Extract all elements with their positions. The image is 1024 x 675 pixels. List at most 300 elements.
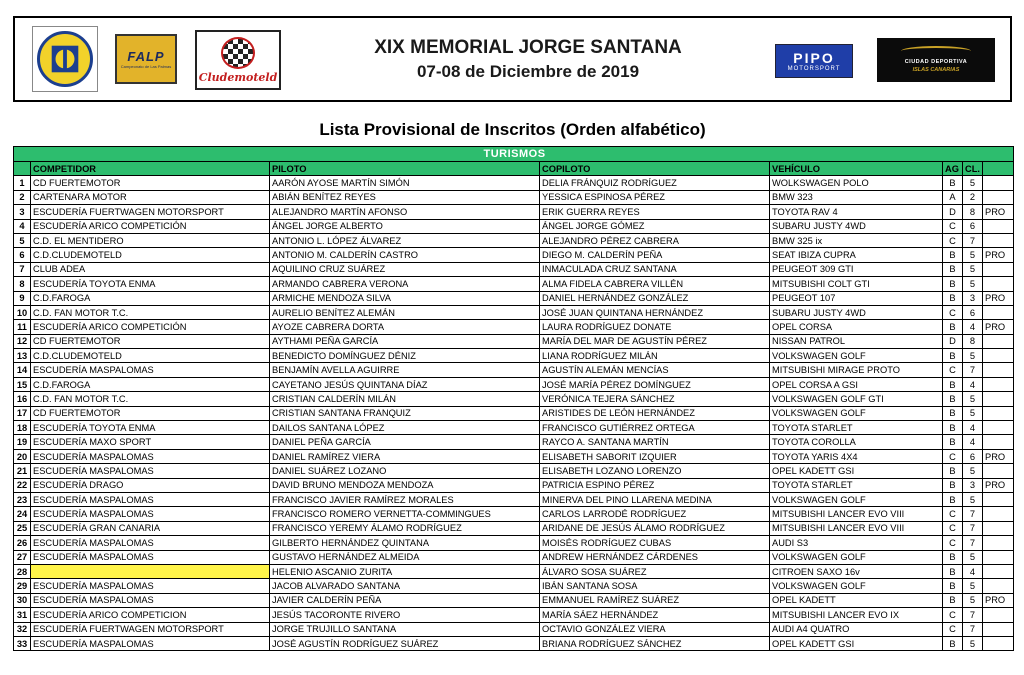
checkered-flag-icon bbox=[221, 37, 255, 69]
piloto-cell: DANIEL SUÁREZ LOZANO bbox=[270, 464, 540, 478]
copiloto-cell: ANDREW HERNÁNDEZ CÁRDENES bbox=[540, 550, 770, 564]
entry-number: 27 bbox=[14, 550, 31, 564]
cl-cell: 3 bbox=[963, 291, 983, 305]
vehiculo-cell: SEAT IBIZA CUPRA bbox=[770, 248, 943, 262]
pro-cell: PRO bbox=[983, 449, 1014, 463]
vehiculo-cell: PEUGEOT 309 GTI bbox=[770, 262, 943, 276]
cl-cell: 5 bbox=[963, 406, 983, 420]
copiloto-cell: LIANA RODRÍGUEZ MILÁN bbox=[540, 349, 770, 363]
vehiculo-cell: MITSUBISHI LANCER EVO IX bbox=[770, 608, 943, 622]
vehiculo-cell: PEUGEOT 107 bbox=[770, 291, 943, 305]
federation-crest-logo bbox=[32, 26, 98, 92]
entry-number: 30 bbox=[14, 593, 31, 607]
competidor-cell: C.D. FAN MOTOR T.C. bbox=[31, 305, 270, 319]
vehiculo-cell: VOLKSWAGEN GOLF bbox=[770, 492, 943, 506]
entry-number: 29 bbox=[14, 579, 31, 593]
pro-cell bbox=[983, 421, 1014, 435]
competidor-cell: ESCUDERÍA ARICO COMPETICIÓN bbox=[31, 219, 270, 233]
ag-cell: B bbox=[943, 392, 963, 406]
pro-cell bbox=[983, 406, 1014, 420]
competidor-cell: CD FUERTEMOTOR bbox=[31, 406, 270, 420]
falp-logo-text: FALP bbox=[127, 49, 165, 64]
table-row bbox=[14, 176, 1014, 190]
table-row bbox=[14, 291, 1014, 305]
table-row bbox=[14, 564, 1014, 578]
copiloto-cell: EMMANUEL RAMÍREZ SUÁREZ bbox=[540, 593, 770, 607]
copiloto-cell: MARÍA SÁEZ HERNÁNDEZ bbox=[540, 608, 770, 622]
table-row bbox=[14, 608, 1014, 622]
table-row bbox=[14, 406, 1014, 420]
cl-cell: 4 bbox=[963, 435, 983, 449]
pro-cell: PRO bbox=[983, 205, 1014, 219]
copiloto-cell: RAYCO A. SANTANA MARTÍN bbox=[540, 435, 770, 449]
table-row bbox=[14, 334, 1014, 348]
pro-cell: PRO bbox=[983, 478, 1014, 492]
table-row bbox=[14, 536, 1014, 550]
table-row bbox=[14, 349, 1014, 363]
piloto-cell: ABIÁN BENÍTEZ REYES bbox=[270, 190, 540, 204]
vehiculo-cell: TOYOTA STARLET bbox=[770, 478, 943, 492]
cl-cell: 5 bbox=[963, 262, 983, 276]
entry-number: 32 bbox=[14, 622, 31, 636]
entry-number: 4 bbox=[14, 219, 31, 233]
table-row bbox=[14, 579, 1014, 593]
col-header-competidor: COMPETIDOR bbox=[31, 162, 270, 176]
table-row bbox=[14, 593, 1014, 607]
copiloto-cell: ÁNGEL JORGE GÓMEZ bbox=[540, 219, 770, 233]
piloto-cell: JESÚS TACORONTE RIVERO bbox=[270, 608, 540, 622]
ag-cell: C bbox=[943, 507, 963, 521]
competidor-cell: ESCUDERÍA GRAN CANARIA bbox=[31, 521, 270, 535]
category-row bbox=[14, 147, 1014, 162]
copiloto-cell: JOSÉ JUAN QUINTANA HERNÁNDEZ bbox=[540, 305, 770, 319]
entry-number: 2 bbox=[14, 190, 31, 204]
crest-badge-icon bbox=[37, 31, 93, 87]
ag-cell: A bbox=[943, 190, 963, 204]
entry-number: 28 bbox=[14, 564, 31, 578]
competidor-cell: ESCUDERÍA MASPALOMAS bbox=[31, 593, 270, 607]
pro-cell bbox=[983, 464, 1014, 478]
copiloto-cell: DIEGO M. CALDERÍN PEÑA bbox=[540, 248, 770, 262]
vehiculo-cell: TOYOTA YARIS 4X4 bbox=[770, 449, 943, 463]
competidor-cell: CLUB ADEA bbox=[31, 262, 270, 276]
pro-cell bbox=[983, 363, 1014, 377]
vehiculo-cell: MITSUBISHI MIRAGE PROTO bbox=[770, 363, 943, 377]
competidor-cell: ESCUDERÍA MASPALOMAS bbox=[31, 464, 270, 478]
copiloto-cell: BRIANA RODRÍGUEZ SÁNCHEZ bbox=[540, 636, 770, 650]
pro-cell bbox=[983, 219, 1014, 233]
pro-cell bbox=[983, 176, 1014, 190]
copiloto-cell: MINERVA DEL PINO LLARENA MEDINA bbox=[540, 492, 770, 506]
copiloto-cell: ARIDANE DE JESÚS ÁLAMO RODRÍGUEZ bbox=[540, 521, 770, 535]
column-header-row bbox=[14, 162, 1014, 176]
piloto-cell: JAVIER CALDERÍN PEÑA bbox=[270, 593, 540, 607]
copiloto-cell: IBÁN SANTANA SOSA bbox=[540, 579, 770, 593]
ag-cell: B bbox=[943, 492, 963, 506]
ag-cell: B bbox=[943, 435, 963, 449]
piloto-cell: ÁNGEL JORGE ALBERTO bbox=[270, 219, 540, 233]
pro-cell: PRO bbox=[983, 593, 1014, 607]
table-row bbox=[14, 277, 1014, 291]
ag-cell: D bbox=[943, 205, 963, 219]
ag-cell: B bbox=[943, 277, 963, 291]
piloto-cell: AYOZE CABRERA DORTA bbox=[270, 320, 540, 334]
pro-cell: PRO bbox=[983, 291, 1014, 305]
vehiculo-cell: NISSAN PATROL bbox=[770, 334, 943, 348]
copiloto-cell: JOSÉ MARÍA PÉREZ DOMÍNGUEZ bbox=[540, 377, 770, 391]
event-title: XIX MEMORIAL JORGE SANTANA bbox=[374, 37, 682, 58]
table-row bbox=[14, 205, 1014, 219]
vehiculo-cell: OPEL KADETT GSI bbox=[770, 464, 943, 478]
pro-cell: PRO bbox=[983, 320, 1014, 334]
vehiculo-cell: TOYOTA STARLET bbox=[770, 421, 943, 435]
table-row bbox=[14, 392, 1014, 406]
competidor-cell: CARTENARA MOTOR bbox=[31, 190, 270, 204]
copiloto-cell: CARLOS LARRODÉ RODRÍGUEZ bbox=[540, 507, 770, 521]
category-label: TURISMOS bbox=[14, 147, 1014, 162]
cl-cell: 5 bbox=[963, 550, 983, 564]
ag-cell: B bbox=[943, 478, 963, 492]
col-header-vehiculo: VEHÍCULO bbox=[770, 162, 943, 176]
ag-cell: B bbox=[943, 349, 963, 363]
competidor-cell: C.D.CLUDEMOTELD bbox=[31, 248, 270, 262]
ag-cell: B bbox=[943, 593, 963, 607]
competidor-cell: ESCUDERÍA MASPALOMAS bbox=[31, 507, 270, 521]
table-row bbox=[14, 521, 1014, 535]
entry-number: 14 bbox=[14, 363, 31, 377]
vehiculo-cell: BMW 323 bbox=[770, 190, 943, 204]
table-row bbox=[14, 248, 1014, 262]
pro-cell bbox=[983, 190, 1014, 204]
entry-number: 18 bbox=[14, 421, 31, 435]
piloto-cell: DANIEL PEÑA GARCÍA bbox=[270, 435, 540, 449]
entry-number: 24 bbox=[14, 507, 31, 521]
list-title: Lista Provisional de Inscritos (Orden alfabético) bbox=[319, 120, 706, 139]
entry-number: 31 bbox=[14, 608, 31, 622]
cl-cell: 4 bbox=[963, 564, 983, 578]
copiloto-cell: INMACULADA CRUZ SANTANA bbox=[540, 262, 770, 276]
table-row bbox=[14, 320, 1014, 334]
table-row bbox=[14, 305, 1014, 319]
vehiculo-cell: WOLKSWAGEN POLO bbox=[770, 176, 943, 190]
cl-cell: 6 bbox=[963, 219, 983, 233]
vehiculo-cell: VOLKSWAGEN GOLF bbox=[770, 406, 943, 420]
competidor-cell: C.D.FAROGA bbox=[31, 377, 270, 391]
cl-cell: 2 bbox=[963, 190, 983, 204]
vehiculo-cell: TOYOTA COROLLA bbox=[770, 435, 943, 449]
vehiculo-cell: AUDI S3 bbox=[770, 536, 943, 550]
pro-cell bbox=[983, 492, 1014, 506]
pro-cell bbox=[983, 550, 1014, 564]
copiloto-cell: LAURA RODRÍGUEZ DONATE bbox=[540, 320, 770, 334]
cl-cell: 7 bbox=[963, 536, 983, 550]
copiloto-cell: ALEJANDRO PÉREZ CABRERA bbox=[540, 233, 770, 247]
competidor-cell: ESCUDERÍA MASPALOMAS bbox=[31, 536, 270, 550]
vehiculo-cell: MITSUBISHI COLT GTI bbox=[770, 277, 943, 291]
ag-cell: B bbox=[943, 550, 963, 564]
piloto-cell: FRANCISCO JAVIER RAMÍREZ MORALES bbox=[270, 492, 540, 506]
ag-cell: B bbox=[943, 406, 963, 420]
piloto-cell: AYTHAMI PEÑA GARCÍA bbox=[270, 334, 540, 348]
cl-cell: 4 bbox=[963, 320, 983, 334]
ag-cell: B bbox=[943, 377, 963, 391]
piloto-cell: JOSÉ AGUSTÍN RODRÍGUEZ SUÁREZ bbox=[270, 636, 540, 650]
copiloto-cell: ALMA FIDELA CABRERA VILLÉN bbox=[540, 277, 770, 291]
competidor-cell: C.D.CLUDEMOTELD bbox=[31, 349, 270, 363]
competidor-cell: C.D. FAN MOTOR T.C. bbox=[31, 392, 270, 406]
cl-cell: 7 bbox=[963, 608, 983, 622]
cl-cell: 5 bbox=[963, 392, 983, 406]
pro-cell bbox=[983, 334, 1014, 348]
pipo-logo-subtext: MOTORSPORT bbox=[787, 66, 841, 72]
ag-cell: C bbox=[943, 536, 963, 550]
cl-cell: 6 bbox=[963, 305, 983, 319]
competidor-cell: ESCUDERÍA MASPALOMAS bbox=[31, 492, 270, 506]
pro-cell bbox=[983, 564, 1014, 578]
entry-number: 16 bbox=[14, 392, 31, 406]
pro-cell bbox=[983, 277, 1014, 291]
ag-cell: B bbox=[943, 464, 963, 478]
competidor-cell: ESCUDERÍA MASPALOMAS bbox=[31, 449, 270, 463]
cl-cell: 5 bbox=[963, 579, 983, 593]
pro-cell bbox=[983, 636, 1014, 650]
cludemoteld-logo-text: Cludemoteld bbox=[198, 70, 278, 84]
ag-cell: C bbox=[943, 622, 963, 636]
table-row bbox=[14, 622, 1014, 636]
competidor-cell: ESCUDERÍA MASPALOMAS bbox=[31, 363, 270, 377]
ag-cell: C bbox=[943, 521, 963, 535]
entry-list-table bbox=[13, 146, 1014, 651]
pro-cell bbox=[983, 305, 1014, 319]
piloto-cell: GILBERTO HERNÁNDEZ QUINTANA bbox=[270, 536, 540, 550]
entry-number: 20 bbox=[14, 449, 31, 463]
entry-number: 6 bbox=[14, 248, 31, 262]
piloto-cell: ALEJANDRO MARTÍN AFONSO bbox=[270, 205, 540, 219]
cl-cell: 4 bbox=[963, 421, 983, 435]
vehiculo-cell: VOLKSWAGEN GOLF bbox=[770, 550, 943, 564]
cludemoteld-logo bbox=[195, 30, 281, 90]
piloto-cell: ANTONIO M. CALDERÍN CASTRO bbox=[270, 248, 540, 262]
copiloto-cell: ERIK GUERRA REYES bbox=[540, 205, 770, 219]
piloto-cell: ANTONIO L. LÓPEZ ÁLVAREZ bbox=[270, 233, 540, 247]
ag-cell: B bbox=[943, 291, 963, 305]
vehiculo-cell: VOLKSWAGEN GOLF bbox=[770, 579, 943, 593]
table-row bbox=[14, 190, 1014, 204]
table-row bbox=[14, 377, 1014, 391]
entry-number: 26 bbox=[14, 536, 31, 550]
entry-number: 23 bbox=[14, 492, 31, 506]
cl-cell: 7 bbox=[963, 507, 983, 521]
piloto-cell: FRANCISCO YEREMY ÁLAMO RODRÍGUEZ bbox=[270, 521, 540, 535]
entry-number: 8 bbox=[14, 277, 31, 291]
ag-cell: C bbox=[943, 449, 963, 463]
piloto-cell: JACOB ALVARADO SANTANA bbox=[270, 579, 540, 593]
table-row bbox=[14, 636, 1014, 650]
pro-cell: PRO bbox=[983, 248, 1014, 262]
cl-cell: 5 bbox=[963, 464, 983, 478]
ag-cell: C bbox=[943, 608, 963, 622]
piloto-cell: CRISTIAN CALDERÍN MILÁN bbox=[270, 392, 540, 406]
piloto-cell: HELENIO ASCANIO ZURITA bbox=[270, 564, 540, 578]
entry-number: 1 bbox=[14, 176, 31, 190]
copiloto-cell: AGUSTÍN ALEMÁN MENCÍAS bbox=[540, 363, 770, 377]
event-dates: 07-08 de Diciembre de 2019 bbox=[416, 62, 640, 81]
pro-cell bbox=[983, 262, 1014, 276]
table-body bbox=[14, 147, 1014, 651]
ciudad-deportiva-logo bbox=[877, 38, 995, 82]
table-row bbox=[14, 421, 1014, 435]
piloto-cell: FRANCISCO ROMERO VERNETTA-COMMINGUES bbox=[270, 507, 540, 521]
piloto-cell: DAILOS SANTANA LÓPEZ bbox=[270, 421, 540, 435]
col-header-extra bbox=[983, 162, 1014, 176]
falp-logo-subtext: Campeonato de Las Palmas bbox=[120, 64, 172, 69]
competidor-cell: ESCUDERÍA MASPALOMAS bbox=[31, 636, 270, 650]
cl-cell: 5 bbox=[963, 492, 983, 506]
entry-number: 22 bbox=[14, 478, 31, 492]
cl-cell: 4 bbox=[963, 377, 983, 391]
competidor-cell: ESCUDERÍA ARICO COMPETICION bbox=[31, 608, 270, 622]
entry-number: 17 bbox=[14, 406, 31, 420]
ciudad-logo-line1: CIUDAD DEPORTIVA bbox=[904, 59, 968, 65]
entry-number: 12 bbox=[14, 334, 31, 348]
copiloto-cell: ELISABETH SABORIT IZQUIER bbox=[540, 449, 770, 463]
col-header-cl: CL. bbox=[963, 162, 983, 176]
entry-number: 9 bbox=[14, 291, 31, 305]
pro-cell bbox=[983, 377, 1014, 391]
cl-cell: 7 bbox=[963, 233, 983, 247]
pro-cell bbox=[983, 349, 1014, 363]
vehiculo-cell: AUDI A4 QUATRO bbox=[770, 622, 943, 636]
table-row bbox=[14, 507, 1014, 521]
ag-cell: C bbox=[943, 305, 963, 319]
competidor-cell: ESCUDERÍA TOYOTA ENMA bbox=[31, 421, 270, 435]
piloto-cell: AQUILINO CRUZ SUÁREZ bbox=[270, 262, 540, 276]
cl-cell: 8 bbox=[963, 205, 983, 219]
cl-cell: 5 bbox=[963, 349, 983, 363]
piloto-cell: BENJAMÍN AVELLA AGUIRRE bbox=[270, 363, 540, 377]
competidor-cell: CD FUERTEMOTOR bbox=[31, 176, 270, 190]
ag-cell: C bbox=[943, 363, 963, 377]
copiloto-cell: PATRICIA ESPINO PÉREZ bbox=[540, 478, 770, 492]
competidor-cell: ESCUDERÍA ARICO COMPETICIÓN bbox=[31, 320, 270, 334]
cl-cell: 7 bbox=[963, 521, 983, 535]
piloto-cell: CRISTIAN SANTANA FRANQUIZ bbox=[270, 406, 540, 420]
copiloto-cell: VERÓNICA TEJERA SÁNCHEZ bbox=[540, 392, 770, 406]
pro-cell bbox=[983, 536, 1014, 550]
ag-cell: B bbox=[943, 262, 963, 276]
vehiculo-cell: TOYOTA RAV 4 bbox=[770, 205, 943, 219]
piloto-cell: AURELIO BENÍTEZ ALEMÁN bbox=[270, 305, 540, 319]
ag-cell: B bbox=[943, 320, 963, 334]
pro-cell bbox=[983, 507, 1014, 521]
vehiculo-cell: SUBARU JUSTY 4WD bbox=[770, 219, 943, 233]
pro-cell bbox=[983, 521, 1014, 535]
vehiculo-cell: OPEL CORSA bbox=[770, 320, 943, 334]
entry-number: 5 bbox=[14, 233, 31, 247]
copiloto-cell: OCTAVIO GONZÁLEZ VIERA bbox=[540, 622, 770, 636]
cl-cell: 3 bbox=[963, 478, 983, 492]
piloto-cell: ARMICHE MENDOZA SILVA bbox=[270, 291, 540, 305]
vehiculo-cell: MITSUBISHI LANCER EVO VIII bbox=[770, 521, 943, 535]
cl-cell: 5 bbox=[963, 593, 983, 607]
piloto-cell: AARÓN AYOSE MARTÍN SIMÓN bbox=[270, 176, 540, 190]
cl-cell: 7 bbox=[963, 622, 983, 636]
copiloto-cell: FRANCISCO GUTIÉRREZ ORTEGA bbox=[540, 421, 770, 435]
cl-cell: 5 bbox=[963, 636, 983, 650]
entry-number: 21 bbox=[14, 464, 31, 478]
table-row bbox=[14, 550, 1014, 564]
entry-number: 33 bbox=[14, 636, 31, 650]
cl-cell: 5 bbox=[963, 248, 983, 262]
table-row bbox=[14, 464, 1014, 478]
piloto-cell: GUSTAVO HERNÁNDEZ ALMEIDA bbox=[270, 550, 540, 564]
piloto-cell: DAVID BRUNO MENDOZA MENDOZA bbox=[270, 478, 540, 492]
competidor-cell bbox=[31, 564, 270, 578]
piloto-cell: DANIEL RAMÍREZ VIERA bbox=[270, 449, 540, 463]
entry-number: 7 bbox=[14, 262, 31, 276]
vehiculo-cell: VOLKSWAGEN GOLF bbox=[770, 349, 943, 363]
table-row bbox=[14, 262, 1014, 276]
copiloto-cell: MOISÉS RODRÍGUEZ CUBAS bbox=[540, 536, 770, 550]
falp-logo bbox=[115, 34, 177, 84]
pipo-logo-text: PIPO bbox=[793, 50, 835, 66]
entry-number: 11 bbox=[14, 320, 31, 334]
cl-cell: 7 bbox=[963, 363, 983, 377]
ciudad-logo-line2: ISLAS CANARIAS bbox=[912, 67, 960, 73]
table-row bbox=[14, 219, 1014, 233]
vehiculo-cell: BMW 325 ix bbox=[770, 233, 943, 247]
col-header-piloto: PILOTO bbox=[270, 162, 540, 176]
competidor-cell: ESCUDERÍA FUERTWAGEN MOTORSPORT bbox=[31, 205, 270, 219]
col-header-ag: AG bbox=[943, 162, 963, 176]
copiloto-cell: ARISTIDES DE LEÓN HERNÁNDEZ bbox=[540, 406, 770, 420]
table-row bbox=[14, 363, 1014, 377]
competidor-cell: C.D. EL MENTIDERO bbox=[31, 233, 270, 247]
entry-number: 3 bbox=[14, 205, 31, 219]
vehiculo-cell: CITROEN SAXO 16v bbox=[770, 564, 943, 578]
entry-number: 15 bbox=[14, 377, 31, 391]
copiloto-cell: ÁLVARO SOSA SUÁREZ bbox=[540, 564, 770, 578]
piloto-cell: JORGE TRUJILLO SANTANA bbox=[270, 622, 540, 636]
pro-cell bbox=[983, 392, 1014, 406]
competidor-cell: ESCUDERÍA MASPALOMAS bbox=[31, 579, 270, 593]
table-row bbox=[14, 492, 1014, 506]
copiloto-cell: ELISABETH LOZANO LORENZO bbox=[540, 464, 770, 478]
copiloto-cell: YESSICA ESPINOSA PÉREZ bbox=[540, 190, 770, 204]
piloto-cell: CAYETANO JESÚS QUINTANA DÍAZ bbox=[270, 377, 540, 391]
pro-cell bbox=[983, 435, 1014, 449]
ag-cell: B bbox=[943, 421, 963, 435]
entry-number: 25 bbox=[14, 521, 31, 535]
piloto-cell: BENEDICTO DOMÍNGUEZ DÉNIZ bbox=[270, 349, 540, 363]
table-row bbox=[14, 233, 1014, 247]
ag-cell: B bbox=[943, 248, 963, 262]
cl-cell: 8 bbox=[963, 334, 983, 348]
crest-emblem-icon bbox=[46, 40, 84, 78]
col-header-number bbox=[14, 162, 31, 176]
ag-cell: D bbox=[943, 334, 963, 348]
cl-cell: 6 bbox=[963, 449, 983, 463]
table-row bbox=[14, 478, 1014, 492]
table-row bbox=[14, 435, 1014, 449]
pipo-motorsport-logo bbox=[775, 44, 853, 78]
car-silhouette-icon bbox=[901, 46, 971, 56]
competidor-cell: CD FUERTEMOTOR bbox=[31, 334, 270, 348]
pro-cell bbox=[983, 608, 1014, 622]
pro-cell bbox=[983, 579, 1014, 593]
ag-cell: B bbox=[943, 564, 963, 578]
ag-cell: C bbox=[943, 233, 963, 247]
